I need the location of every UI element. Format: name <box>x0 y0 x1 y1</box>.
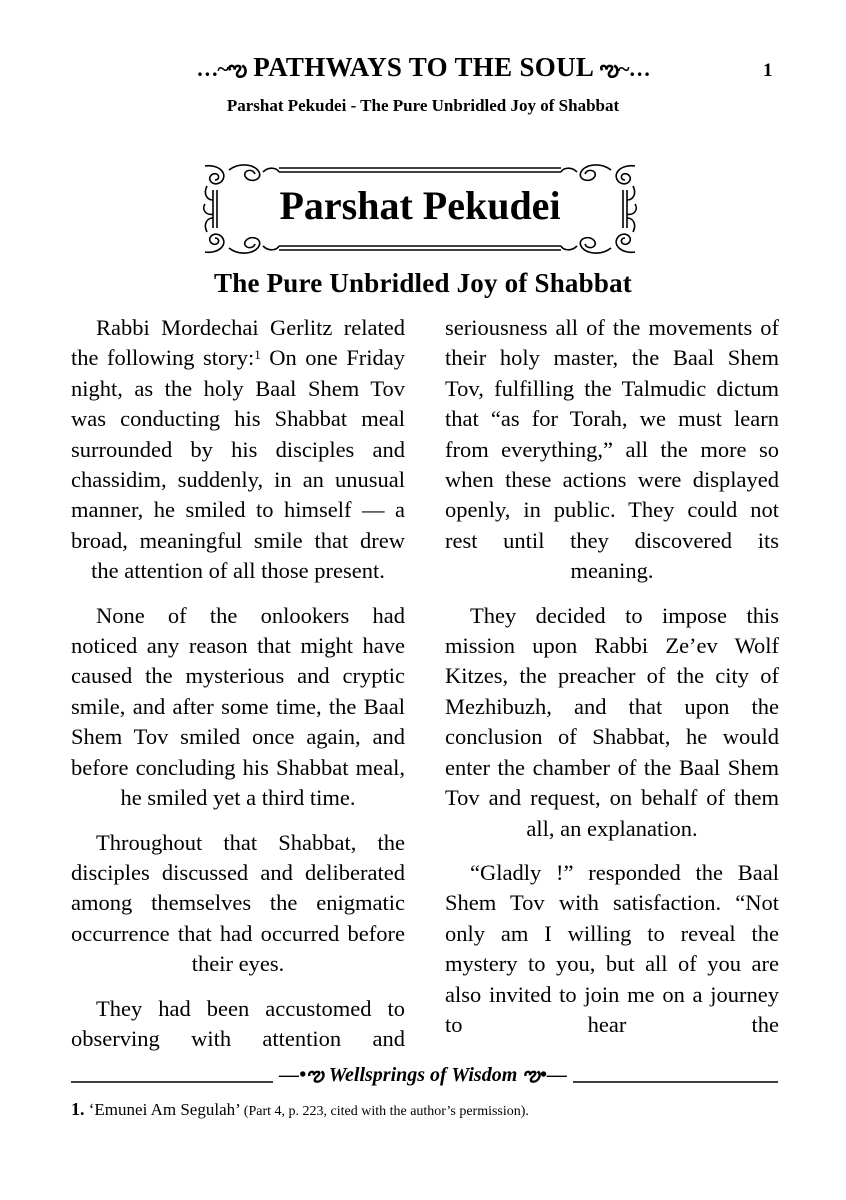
chapter-subtitle: The Pure Unbridled Joy of Shabbat <box>214 268 632 298</box>
footer-flourish-icon: ఌ•— <box>517 1064 567 1086</box>
footer-banner <box>0 1064 846 1091</box>
footnote-reference[interactable]: 1 <box>254 347 261 363</box>
left-flourish-icon: …~ఌ <box>196 56 247 81</box>
running-title-text: PATHWAYS TO THE SOUL <box>253 52 593 82</box>
page-number: 1 <box>763 60 773 81</box>
paragraph-text: Rabbi Mordechai Gerlitz related the following story: <box>71 315 405 371</box>
paragraph: They had been accustomed to observing with attention and <box>71 995 405 1051</box>
paragraph: They decided to impose this mission upon Rabbi Ze’ev Wolf Kitzes, the preacher of the city of Mezhibuzh, and that upon the conclusion of Shabbat, he would enter the chamber of the Baal Shem Tov and request, on behalf of them all, an explanation. <box>445 602 779 841</box>
paragraph: Throughout that Shabbat, the disciples discussed and deliberated among themselves the enigmatic occurrence that had occurred before their eyes. <box>71 829 405 977</box>
footnote-source: ‘Emunei Am Segulah’ <box>88 1100 240 1119</box>
chapter-title-frame <box>199 160 641 258</box>
right-column <box>445 313 779 1040</box>
paragraph-text: On one Friday night, as the holy Baal Shem Tov was conducting his Shabbat meal surrounded by his disciples and chassidim, suddenly, in an unusual manner, he smiled to himself — a broad, meaningful smile that drew the attention of all those present. <box>71 345 405 584</box>
footnote-detail: (Part 4, p. 223, cited with the author’s permission). <box>243 1104 529 1119</box>
footnote <box>71 1099 529 1120</box>
paragraph: seriousness all of the movements of their holy master, the Baal Shem Tov, fulfilling the Talmudic dictum that “as for Torah, we must learn from everything,” all the more so when these actions were displayed openly, in public. They could not rest until they discovered its meaning. <box>445 315 779 584</box>
paragraph: “Gladly !” responded the Baal Shem Tov with satisfaction. “Not only am I willing to reveal the mystery to you, but all of you are also invited to join me on a journey to hear the <box>445 859 779 1037</box>
left-column <box>71 313 405 1054</box>
footer-flourish-icon: —•ఌ <box>279 1064 329 1086</box>
running-header <box>0 52 846 86</box>
footer-banner-text: Wellsprings of Wisdom <box>328 1064 518 1086</box>
section-subheader: Parshat Pekudei - The Pure Unbridled Joy of Shabbat <box>226 96 620 115</box>
running-title <box>130 52 716 87</box>
paragraph <box>71 313 405 587</box>
right-flourish-icon: ఌ~… <box>599 56 650 81</box>
footnote-number: 1. <box>71 1099 85 1119</box>
chapter-title: Parshat Pekudei <box>279 183 561 228</box>
paragraph: None of the onlookers had noticed any reason that might have caused the mysterious and cryptic smile, and after some time, the Baal Shem Tov smiled once again, and before concluding his Shabbat meal, he smiled yet a third time. <box>71 602 405 811</box>
